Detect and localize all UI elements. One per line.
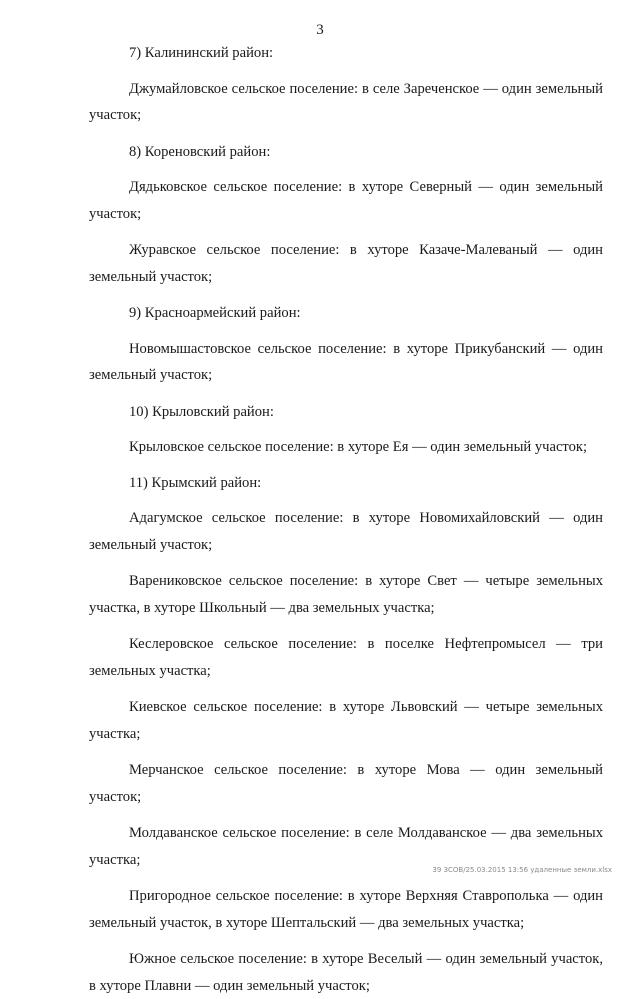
settlement-paragraph: Адагумское сельское поселение: в хуторе Новомихайловский — один земельный участок; bbox=[89, 510, 603, 553]
settlement-paragraph: Крыловское сельское поселение: в хуторе Ея — один земельный участок; bbox=[129, 439, 588, 455]
page-number: 3 bbox=[316, 22, 324, 38]
settlement-paragraph: Джумайловское сельское поселение: в селе Зареченское — один земельный участок; bbox=[89, 80, 603, 123]
footer-stamp: 39 ЗСОВ/25.03.2015 13:56 удаленные земли.xlsx bbox=[432, 866, 612, 874]
settlement-paragraph: Киевское сельское поселение: в хуторе Львовский — четыре земельных участка; bbox=[89, 699, 603, 742]
document-body bbox=[89, 40, 603, 999]
settlement-paragraph: Новомышастовское сельское поселение: в хуторе Прикубанский — один земельный участок; bbox=[89, 340, 603, 383]
settlement-paragraph: Кеслеровское сельское поселение: в поселке Нефтепромысел — три земельных участка; bbox=[89, 636, 603, 679]
district-heading: 9) Красноармейский район: bbox=[129, 305, 301, 321]
settlement-paragraph: Молдаванское сельское поселение: в селе Молдаванское — два земельных участка; bbox=[89, 825, 603, 868]
settlement-paragraph: Мерчанское сельское поселение: в хуторе Мова — один земельный участок; bbox=[89, 762, 603, 805]
district-heading: 7) Калининский район: bbox=[129, 45, 274, 61]
settlement-paragraph: Пригородное сельское поселение: в хуторе Верхняя Ставрополька — один земельный участок, в хуторе Шептальский — два земельных участка; bbox=[89, 888, 603, 931]
settlement-paragraph: Варениковское сельское поселение: в хуторе Свет — четыре земельных участка, в хуторе Школьный — два земельных участка; bbox=[89, 573, 603, 616]
district-heading: 10) Крыловский район: bbox=[129, 403, 274, 420]
settlement-paragraph: Дядьковское сельское поселение: в хуторе Северный — один земельный участок; bbox=[89, 179, 603, 222]
district-heading: 11) Крымский район: bbox=[129, 474, 262, 491]
settlement-paragraph: Южное сельское поселение: в хуторе Веселый — один земельный участок, в хуторе Плавни — один земельный участок; bbox=[89, 951, 603, 994]
settlement-paragraph: Журавское сельское поселение: в хуторе Казаче-Малеваный — один земельный участок; bbox=[89, 242, 603, 285]
district-heading: 8) Кореновский район: bbox=[129, 143, 271, 160]
